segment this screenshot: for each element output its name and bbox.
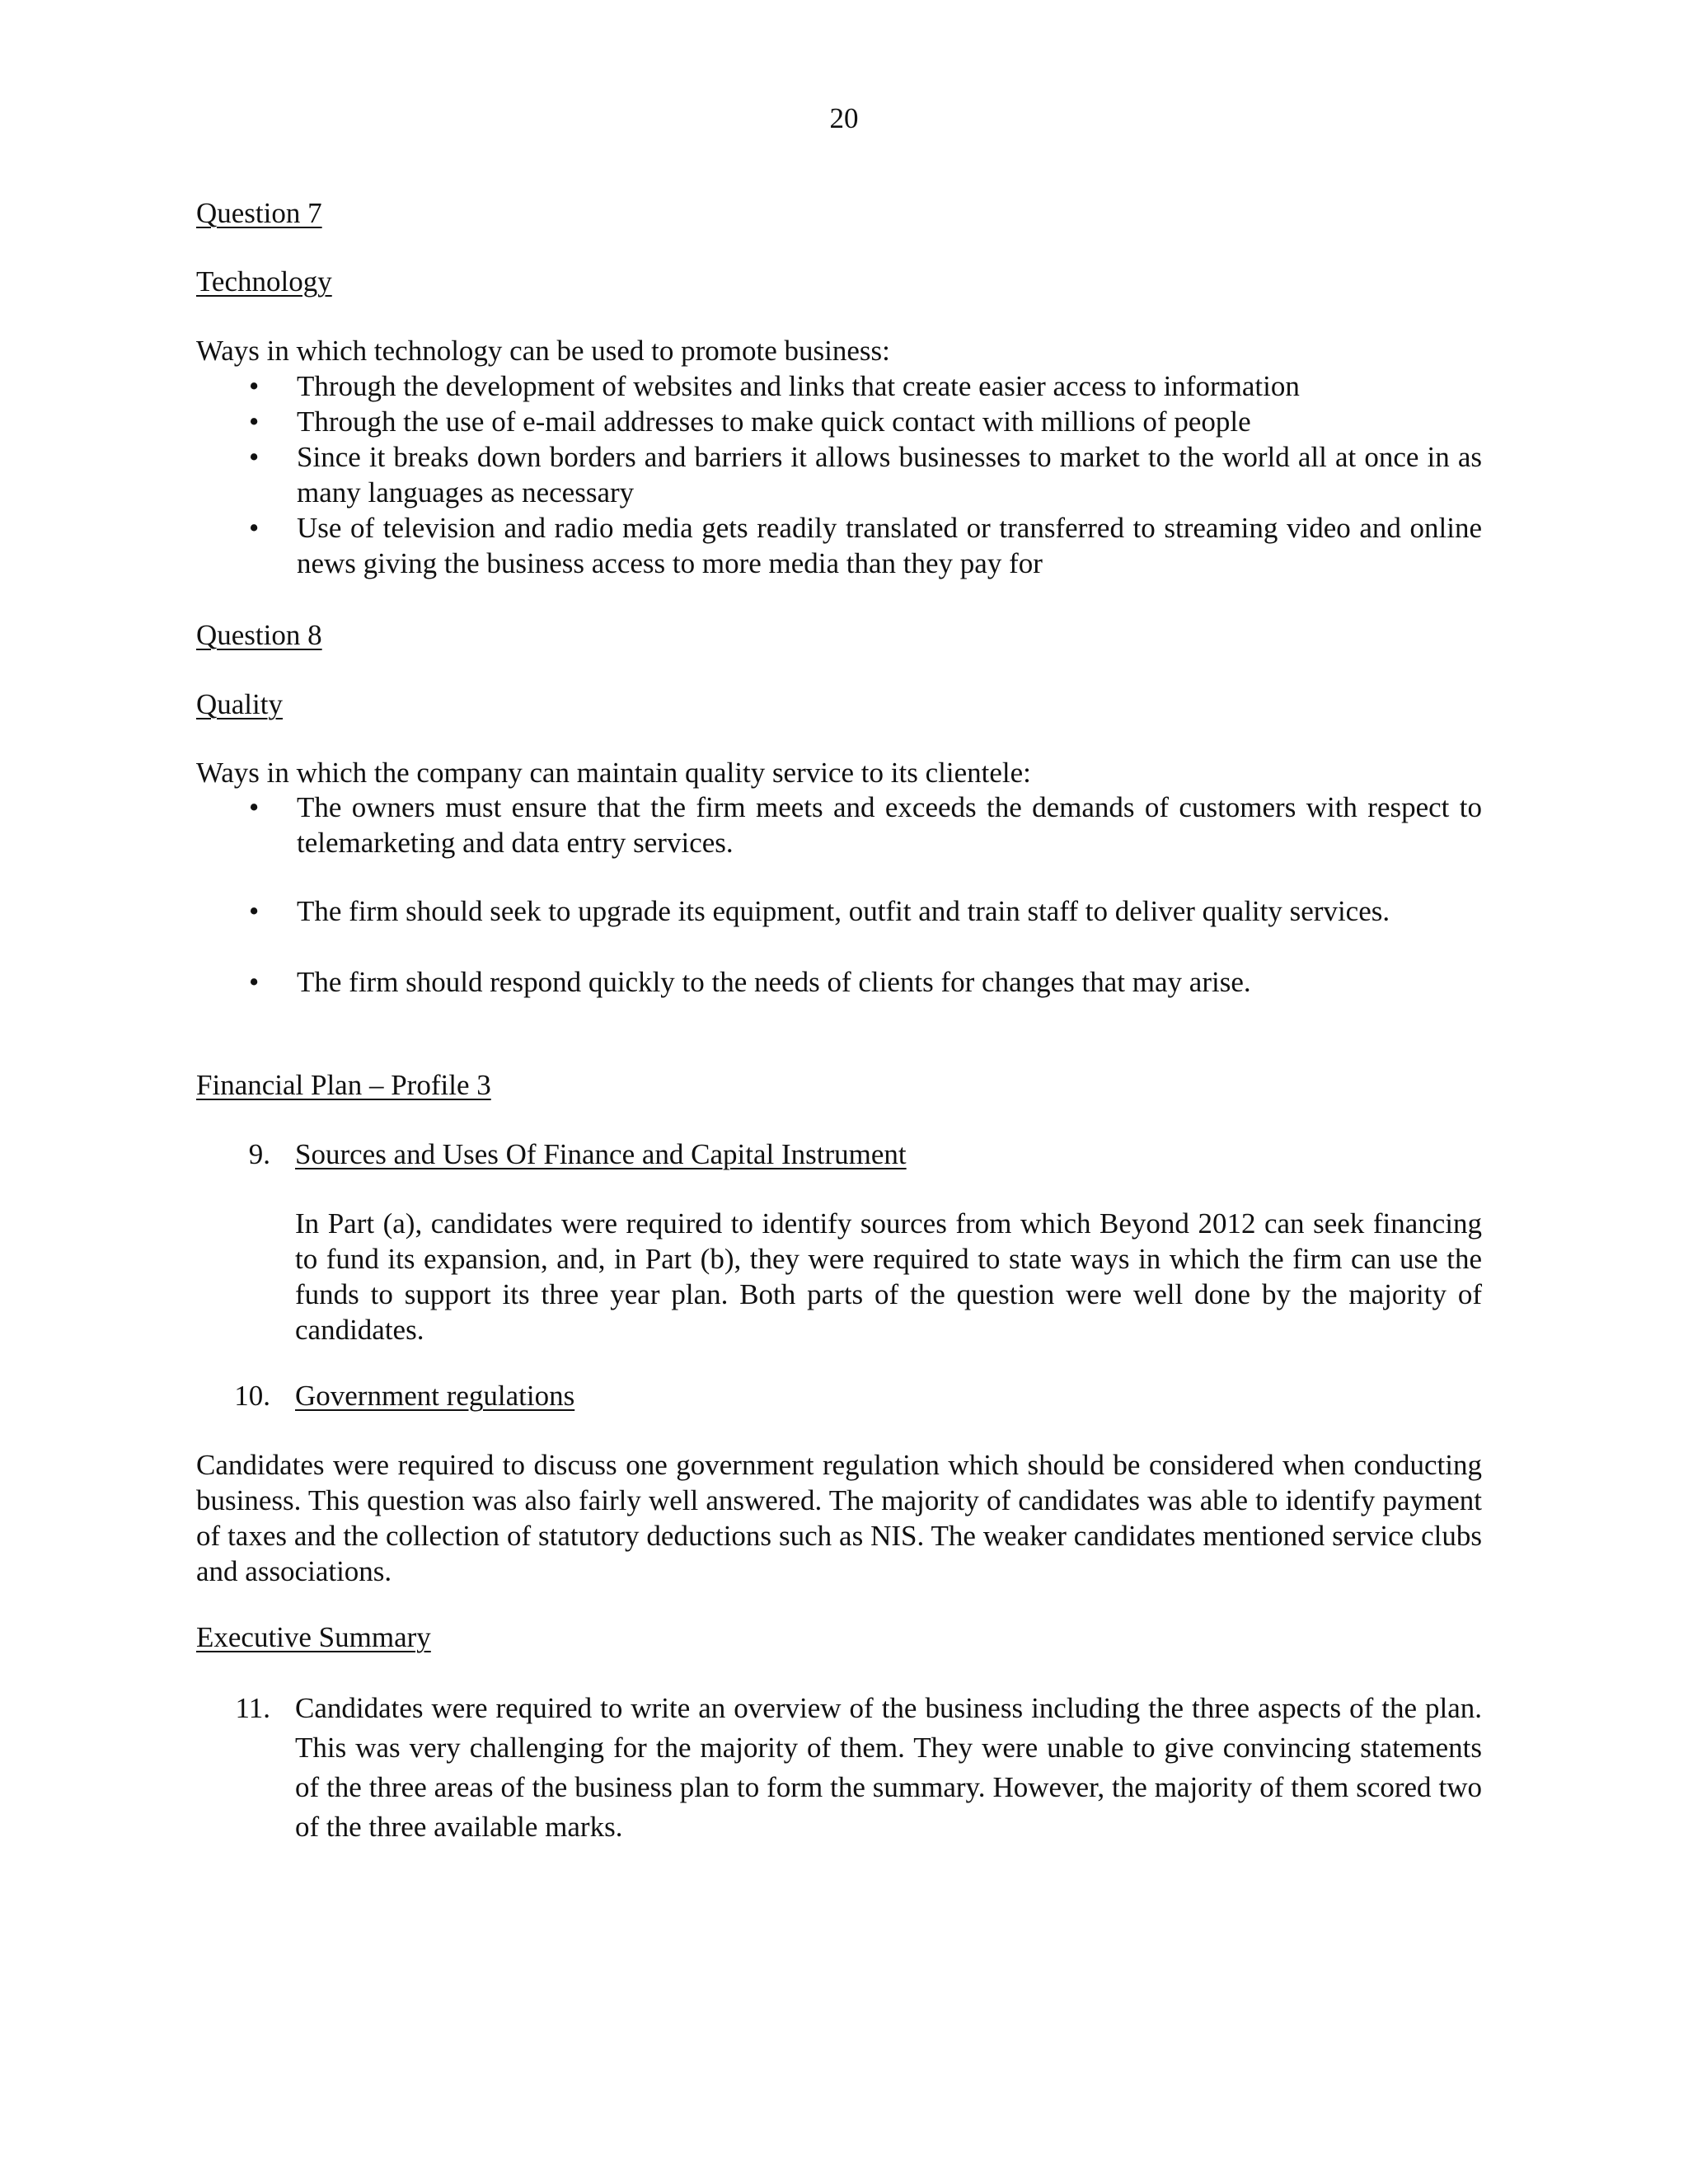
bullet-icon: • [249, 441, 260, 473]
bullet-icon: • [249, 370, 260, 402]
list-item [247, 404, 1482, 439]
quality-intro: Ways in which the company can maintain quality service to its clientele: [196, 757, 1031, 789]
bullet-icon: • [249, 791, 260, 823]
page-number: 20 [829, 102, 859, 134]
bullet-icon: • [249, 966, 260, 998]
list-item [247, 368, 1482, 404]
bullet-icon: • [249, 895, 260, 927]
list-item [247, 439, 1482, 510]
technology-bullet-list [247, 368, 1482, 581]
quality-bullet-list-2 [247, 893, 1482, 929]
list-item-text: Use of television and radio media gets readily translated or transferred to streaming video and online news giving the business access to more media than they pay for [297, 512, 1482, 579]
list-item-text: The firm should respond quickly to the needs of clients for changes that may arise. [297, 966, 1251, 998]
financial-plan-heading: Financial Plan – Profile 3 [196, 1069, 491, 1101]
list-item-text: The owners must ensure that the firm meets and exceeds the demands of customers with respect to telemarketing and data entry services. [297, 791, 1482, 859]
item-10-body: Candidates were required to discuss one government regulation which should be considered when conducting business. This question was also fairly well answered. The majority of candidates was able to identify payment of taxes and the collection of statutory deductions such as NIS. The weaker candidates mentioned service clubs and associations. [196, 1449, 1482, 1587]
list-item-text: Through the use of e-mail addresses to make quick contact with millions of people [297, 405, 1251, 438]
list-item-text: Since it breaks down borders and barriers it allows businesses to market to the world all at once in as many languages as necessary [297, 441, 1482, 509]
bullet-icon: • [249, 512, 260, 544]
item-9-number: 9. [248, 1138, 270, 1170]
question-8-heading: Question 8 [196, 619, 322, 651]
item-9-body: In Part (a), candidates were required to identify sources from which Beyond 2012 can seek financing to fund its expansion, and, in Part (b), they were required to state ways in which the firm can use the funds to support its three year plan. Both parts of the question were well done by the majority of candidates. [295, 1207, 1482, 1346]
quality-bullet-list-3 [247, 964, 1482, 1000]
item-9-title: Sources and Uses Of Finance and Capital Instrument [295, 1138, 907, 1170]
list-item [247, 964, 1482, 1000]
item-10-title: Government regulations [295, 1380, 575, 1412]
item-11-number: 11. [235, 1692, 270, 1724]
list-item [247, 790, 1482, 860]
list-item-text: The firm should seek to upgrade its equipment, outfit and train staff to deliver quality services. [297, 895, 1390, 927]
list-item-text: Through the development of websites and links that create easier access to information [297, 370, 1300, 402]
technology-intro: Ways in which technology can be used to promote business: [196, 335, 890, 367]
list-item [247, 893, 1482, 929]
technology-subheading: Technology [196, 265, 332, 298]
list-item [247, 510, 1482, 581]
question-7-heading: Question 7 [196, 197, 322, 229]
executive-summary-heading: Executive Summary [196, 1621, 431, 1653]
quality-subheading: Quality [196, 688, 283, 720]
quality-bullet-list [247, 790, 1482, 860]
item-10-number: 10. [234, 1380, 270, 1412]
bullet-icon: • [249, 405, 260, 438]
item-11-body: Candidates were required to write an overview of the business including the three aspects of the plan. This was very challenging for the majority of them. They were unable to give convincing statements of the three areas of the business plan to form the summary. However, the majority of them scored two of the three available marks. [295, 1692, 1482, 1843]
